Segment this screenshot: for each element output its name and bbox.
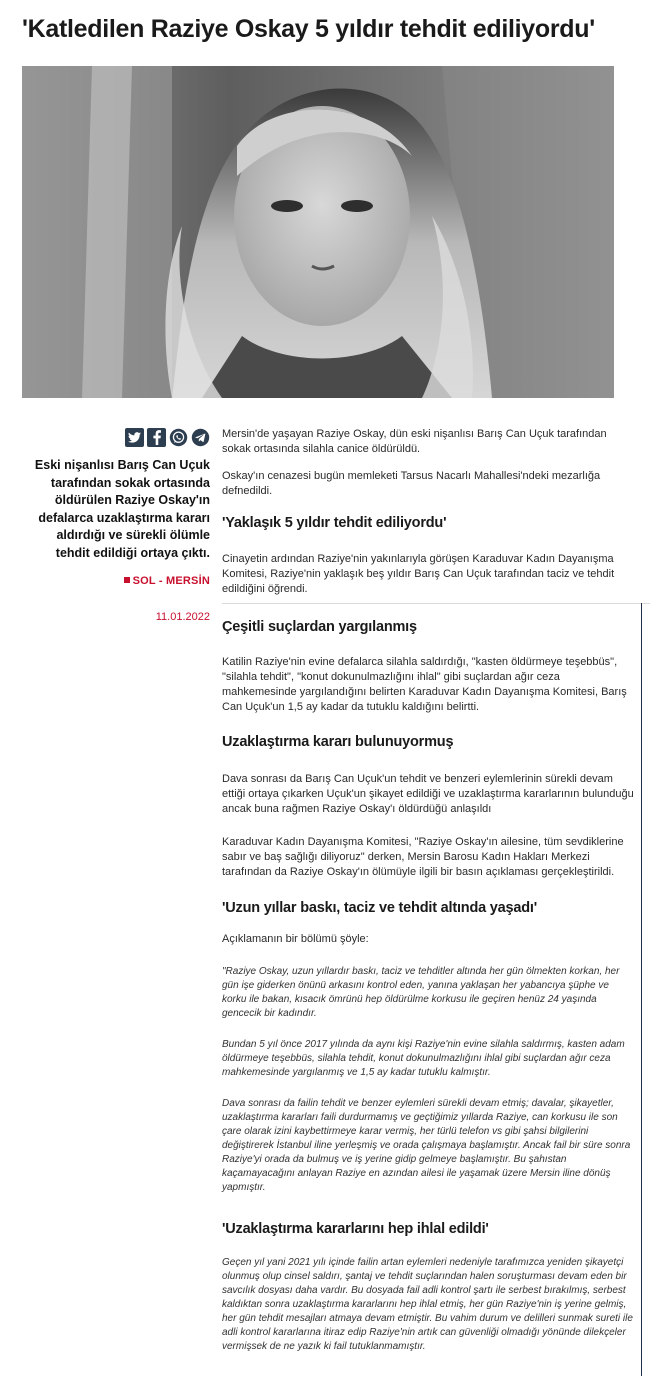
paragraph: Dava sonrası da Barış Can Uçuk'un tehdit ve benzeri eylemlerinin sürekli devam ettiği ortaya çıkarken Uçuk'un şikayet edildiği ve uzaklaştırma kararlarının bulunduğu ancak buna rağmen Raziye Oskay'ı öldürdüğü anlaşıldı [222, 773, 634, 815]
right-border [641, 603, 642, 1376]
article-photo [22, 66, 614, 398]
facebook-icon[interactable] [147, 428, 166, 447]
quote-paragraph: Bundan 5 yıl önce 2017 yılında da aynı kişi Raziye'nin evine silahla saldırmış, kasten adam öldürmeye teşebbüs, silahla tehdit, konut dokunulmazlığını ihlal gibi suçlardan ağır ceza mahkemesinde yargılanmış ve 1,5 ay kadar tutuklu kalmıştır. [222, 1039, 625, 1078]
article-headline: 'Katledilen Raziye Oskay 5 yıldır tehdit ediliyordu' [22, 15, 595, 43]
article-date: 11.01.2022 [155, 611, 210, 623]
share-bar [22, 428, 210, 447]
article-summary: Eski nişanlısı Barış Can Uçuk tarafından sokak ortasında öldürülen Raziye Oskay'ın defalarca uzaklaştırma kararı aldırdığı ve sürekli ölümle tehdit edildiği ortaya çıktı. [34, 458, 210, 560]
source-label[interactable]: SOL - MERSİN [132, 575, 210, 587]
subheading: 'Uzun yıllar baskı, taciz ve tehdit altında yaşadı' [222, 900, 537, 916]
quote-paragraph: Geçen yıl yani 2021 yılı içinde failin artan eylemleri nedeniyle tarafımızca yeniden şikayetçi olunmuş olup cinsel saldırı, şantaj ve tehdit suçlarından halen soruşturması devam eden bir savcılık dosyası daha vardır. Bu dosyada fail adli kontrol şartı ile serbest bırakılmış, serbest kaldıktan sonra uzaklaştırma kararlarını hep ihlal etmiş, her gün Raziye'nin iş yerine gelmiş, her gün tehdit mesajları atmaya devam etmiştir. Bu vahim durum ve delilleri sunmak sureti ile adli kontrol kararlarına itiraz edip Raziye'nin artık can güvenliği olmadığı yönünde dilekçeler vermişsek de ne yazık ki fail tutuklanmamıştır. [222, 1257, 633, 1352]
article-source[interactable] [22, 575, 210, 587]
subheading: 'Yaklaşık 5 yıldır tehdit ediliyordu' [222, 515, 447, 531]
paragraph: Katilin Raziye'nin evine defalarca silahla saldırdığı, "kasten öldürmeye teşebbüs", "silahla tehdit", "konut dokunulmazlığını ihlal" gibi suçlardan ağır ceza mahkemesinde yargılandığını belirten Karaduvar Kadın Dayanışma Komitesi, Barış Can Uçuk'un 1,5 ay kadar da tutuklu kaldığını belirtti. [222, 656, 627, 713]
paragraph: Açıklamanın bir bölümü şöyle: [222, 933, 369, 945]
paragraph: Karaduvar Kadın Dayanışma Komitesi, "Raziye Oskay'ın ailesine, tüm sevdiklerine sabır ve baş sağlığı diliyoruz" derken, Mersin Barosu Kadın Hakları Merkezi tarafından da Raziye Oskay'ın ölümüyle ilgili bir basın açıklaması gerçekleştirildi. [222, 836, 624, 878]
paragraph: Oskay'ın cenazesi bugün memleketi Tarsus Nacarlı Mahallesi'ndeki mezarlığa defnedildi. [222, 470, 601, 497]
article-body [222, 427, 634, 1354]
twitter-icon[interactable] [125, 428, 144, 447]
whatsapp-icon[interactable] [169, 428, 188, 447]
subheading: Uzaklaştırma kararı bulunuyormuş [222, 734, 454, 750]
telegram-icon[interactable] [191, 428, 210, 447]
subheading: 'Uzaklaştırma kararlarını hep ihlal edildi' [222, 1221, 489, 1237]
article-sidebar [22, 428, 210, 587]
paragraph: Cinayetin ardından Raziye'nin yakınlarıyla görüşen Karaduvar Kadın Dayanışma Komitesi, Raziye'nin yaklaşık beş yıldır Barış Can Uçuk tarafından taciz ve tehdit edildiğini öğrendi. [222, 553, 615, 595]
paragraph: Mersin'de yaşayan Raziye Oskay, dün eski nişanlısı Barış Can Uçuk tarafından sokak ortasında silahla canice öldürüldü. [222, 428, 607, 455]
source-square-icon [124, 577, 130, 583]
subheading: Çeşitli suçlardan yargılanmış [222, 619, 417, 635]
quote-paragraph: "Raziye Oskay, uzun yıllardır baskı, taciz ve tehditler altında her gün ölmekten korkan, her gün işe giderken önünü arkasını kontrol eden, yanına yaklaşan her yabancıya şüphe ve korku ile bakan, kısacık ömrünü hep öldürülme korkusu ile geçiren henüz 24 yaşında gencecik bir kadındır. [222, 966, 620, 1019]
quote-paragraph: Dava sonrası da failin tehdit ve benzer eylemleri sürekli devam etmiş; davalar, şikayetler, uzaklaştırma kararları faili durdurmamış ve geçtiğimiz yıllarda Raziye, can korkusu ile son çare olarak izini kaybettirmeye karar vermiş, her türlü telefon vs gibi şahsi bilgilerini değiştirerek İstanbul iline yerleşmiş ve orada çalışmaya başlamıştır. Ancak fail bir süre sonra Raziye'yi orada da bulmuş ve iş yerine gidip gelmeye başlamıştır. Bu şahıstan kaçamayacağını anlayan Raziye en azından ailesi ile yaşamak üzere Mersin iline dönüş yapmıştır. [222, 1098, 631, 1193]
